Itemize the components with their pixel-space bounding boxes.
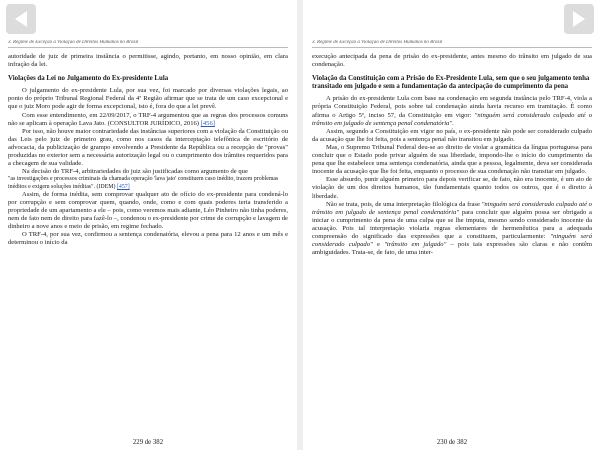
block-quote [8, 176, 288, 190]
left-page-toolbar [0, 0, 296, 40]
page-body [8, 53, 288, 247]
page-number: 230 de 382 [436, 439, 468, 446]
paragraph-text: . [452, 119, 454, 127]
paragraph: O julgamento do ex-presidente Lula, por sua vez, foi marcado por diversas violações legais, ao ponto do próprio Tribunal Regional Federal da 4ª Região afirmar que se trata de um caso excepcional e que o juiz Moro pode agir de forma excepcional, isto é, fora do que a lei prevê. [8, 87, 288, 111]
triangle-left-icon [12, 9, 30, 29]
paragraph: Mas, o Supremo Tribunal Federal deu-se ao direito de violar a gramática da língua portuguesa para concluir que o Estado pode privar alguém de sua liberdade, impondo-lhe o início do cumprimento da pena que lhe estabelece uma sentença condenatória, ainda que a pessoa, legalmente, deva ser considerada inocente da acusação que lhe foi feita, enquanto o processo de sua condenação não transitar em julgado. [312, 143, 592, 176]
paragraph-text: – pois tais expressões são claras e não contêm ambiguidades. Trata-se, de fato, de uma inter- [312, 241, 592, 257]
section-heading: Violações da Lei no Julgamento do Ex-presidente Lula [8, 75, 169, 83]
footnote-link-457[interactable]: [457] [116, 183, 130, 190]
page-gutter [297, 0, 303, 450]
paragraph [312, 95, 592, 127]
right-page [304, 0, 600, 450]
running-header: 3. Regime de Exceção à Violação de Direitos Humanos no Brasil [312, 40, 592, 48]
paragraph-text: A prisão do ex-presidente Lula com base na condenação em segunda instância pelo TRF-4, viola a própria Constituição Federal, pois sobre tal condenação ainda havia recurso em tramitação. É como afirma o Artigo 5º, inciso 57, da Constituição em vigor: [312, 95, 592, 119]
page-number: 229 de 382 [132, 439, 164, 446]
paragraph: Assim, de forma inédita, sem comprovar qualquer ato de ofício do ex-presidente para condená-lo por corrupção e sem comprovar quem, quando, onde, como e com quais poderes teria transferido a propriedade de um apartamento a ele – pois, como veremos mais adiante, Léo Pinheiro não tinha poderes, nem de fato nem de direito para fazê-lo –, condenou o ex-presidente por crime de corrupção e lavagem de dinheiro a nove anos e meio de prisão, em regime fechado. [8, 190, 288, 231]
paragraph-text: e [372, 241, 385, 249]
paragraph: autoridade de juiz de primeira instância o permitisse, agindo, portanto, em nosso opinião, em clara infração da lei. [8, 53, 288, 69]
section-heading: Violação da Constituição com a Prisão do Ex-Presidente Lula, sem que o seu julgamento tenha transitado em julgado e sem a fundamentação da antecipação do cumprimento da pena [312, 75, 590, 91]
paragraph: Por isso, não houve maior contrariedade das instâncias superiores com a violação da Constituição ou das Leis pelo juiz de primeiro grau, como nos casos da interceptação telefônica de escritório de advocacia, da publicização de grampo envolvendo a Presidente da República ou a recepção de "provas" produzidas no exterior sem a necessária autorização legal ou o cumprimento dos trâmites requeridos para a checagem de sua validade. [8, 127, 288, 168]
paragraph [8, 112, 288, 128]
paragraph: Assim, segundo a Constituição em vigor no país, o ex-presidente não pode ser considerado culpado da acusação que lhe foi feita, pois a sentença penal não transitou em julgado. [312, 127, 592, 143]
quoted-article: "ninguém será considerado culpado até o trânsito em julgado de sentença penal condenatória" [312, 111, 592, 127]
running-header: 3. Regime de Exceção à Violação de Direitos Humanos no Brasil [8, 40, 288, 48]
quote-text: "as investigações e processos criminais da chamada operação 'lava jato' constituem caso inédito, trazem problemas inéditos e exigem soluções inéditas". (IDEM) [8, 176, 279, 190]
quoted-article: "ninguém será considerado culpado até o trânsito em julgado de sentença penal condenatória" [312, 200, 592, 216]
previous-page-button[interactable] [6, 4, 36, 34]
right-page-toolbar [304, 0, 600, 40]
left-page [0, 0, 296, 450]
page-body [312, 53, 592, 257]
quoted-phrase: "ninguém será considerado culpado" [312, 232, 593, 249]
paragraph: Esse absurdo, punir alguém primeiro para depois verificar se, de fato, não era inocente, é um ato de violação de um dos direitos humanos, tão fundamentais quanto todos os outros, que é o direito à liberdade. [312, 176, 592, 200]
paragraph: O TRF-4, por sua vez, confirmou a sentença condenatória, elevou a pena para 12 anos e um mês e determinou o início da [8, 231, 288, 247]
paragraph: execução antecipada da pena de prisão do ex-presidente, antes mesmo do trânsito em julgado de sua condenação. [312, 53, 592, 69]
quoted-phrase: "trânsito em julgado" [384, 241, 447, 249]
paragraph-text: para concluir que alguém possa ser obrigado a iniciar o cumprimento da pena de uma culpa que se lhe imputa, mesmo sendo considerado inocente da acusação. Pois tal interpretação violaria regras elementares de hermenêutica para a adequada compreensão do significado das expressões que a constituem, particularmente: [312, 208, 592, 240]
paragraph [312, 201, 592, 258]
paragraph: Na decisão do TRF-4, arbitrariedades do juiz são justificadas como argumento de que [22, 168, 248, 176]
triangle-right-icon [570, 9, 588, 29]
paragraph-text: Não se trata, pois, de uma interpretação filológica da frase [326, 200, 482, 208]
footnote-link-456[interactable]: [456] [200, 119, 215, 127]
paragraph-text: Com esse entendimento, em 22/09/2017, o TRF-4 argumentou que as regras dos processos comuns não se aplicam à operação Lava Jato. (CONSULTOR JURÍDICO, 2016) [8, 111, 288, 127]
next-page-button[interactable] [564, 4, 594, 34]
